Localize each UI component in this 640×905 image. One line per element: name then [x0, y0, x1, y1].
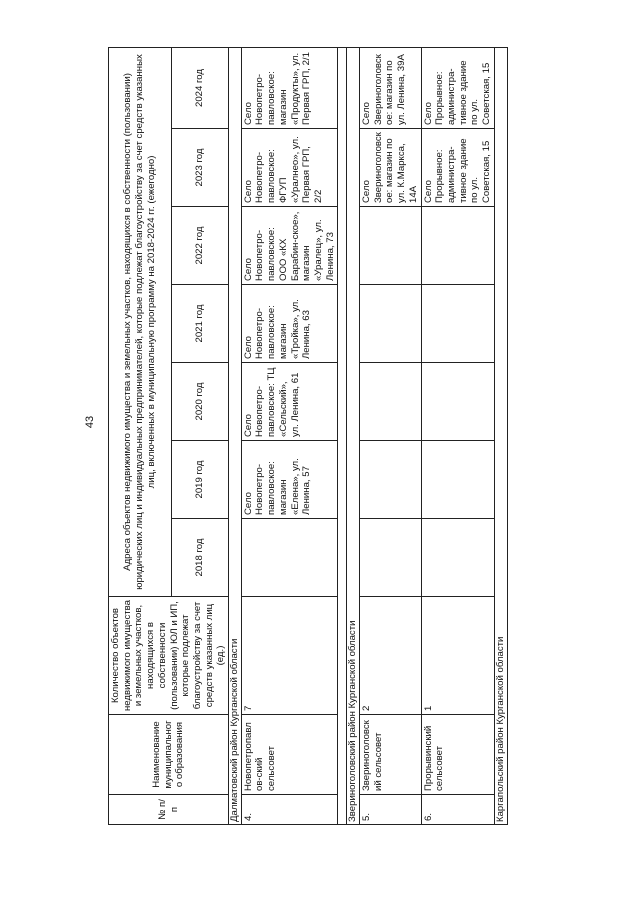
cell-num: 4.	[241, 795, 338, 825]
cell-year: Село Новопетро-павловское: ФГУП «Уралнео», ул. Первая ГРП, 2/2	[241, 129, 338, 207]
cell-year: Село Новопетро-павловское: магазин «Елена», ул. Ленина, 57	[241, 441, 338, 519]
cell-count: 2	[360, 597, 422, 715]
table-row	[241, 47, 338, 824]
cell-count: 1	[421, 597, 494, 715]
cell-year: Село Новопетро-павловское: ТЦ «Сельский», ул. Ленина, 61	[241, 363, 338, 441]
cell-name: Новопетропавлов-ский сельсовет	[241, 715, 338, 795]
region-title: Далматовский район Курганской области	[229, 47, 242, 824]
table-row	[421, 47, 494, 824]
region-row	[347, 47, 360, 824]
header-year: 2022 год	[172, 207, 229, 285]
header-year: 2024 год	[172, 47, 229, 128]
cell-name: Прорывинский сельсовет	[421, 715, 494, 795]
header-count: Количество объектов недвижимого имущества и земельных участков, находящихся в собственности (пользовании) ЮЛ и ИП, которые подлежат благоустройству за счет средств указанных лиц (ед.)	[109, 597, 229, 715]
table-row	[360, 47, 422, 824]
cell-year: Село Звериноголовское: магазин по ул. Ленина, 39А	[360, 47, 422, 128]
cell-year	[360, 519, 422, 597]
header-row-1	[109, 47, 172, 824]
cell-year	[360, 441, 422, 519]
cell-name: Звериноголовский сельсовет	[360, 715, 422, 795]
cell-year	[241, 519, 338, 597]
cell-year: Село Прорывное: администра-тивное здание по ул. Советская, 15	[421, 129, 494, 207]
cell-year	[421, 285, 494, 363]
header-year: 2020 год	[172, 363, 229, 441]
region-row	[229, 47, 242, 824]
objects-table	[108, 47, 508, 825]
header-year: 2021 год	[172, 285, 229, 363]
header-year: 2018 год	[172, 519, 229, 597]
header-year: 2023 год	[172, 129, 229, 207]
cell-year	[421, 519, 494, 597]
cell-count: 7	[241, 597, 338, 715]
header-year: 2019 год	[172, 441, 229, 519]
region-title: Каргапольский район Курганской области	[494, 47, 507, 824]
cell-num: 5.	[360, 795, 422, 825]
spacer-cell	[338, 47, 347, 824]
cell-num: 6.	[421, 795, 494, 825]
region-title: Звериноголовский район Курганской области	[347, 47, 360, 824]
cell-year	[421, 207, 494, 285]
cell-year	[360, 363, 422, 441]
cell-year	[360, 285, 422, 363]
header-addresses: Адреса объектов недвижимого имущества и земельных участков, находящихся в собственности (пользовании) юридических лиц и индивидуальных предпринимателей, которые подлежат благоустройству за счет средств указанных лиц, включенных в муниципальную программу на 2018-2024 гг. (ежегодно)	[109, 47, 172, 596]
cell-year: Село Новопетро-павловское: ООО «КХ Барабин-ское», магазин «Уралец», ул. Ленина, 73	[241, 207, 338, 285]
rotated-table-frame	[108, 48, 614, 825]
cell-year: Село Звериноголовское: магазин по ул. К.Маркса, 14А	[360, 129, 422, 207]
page-number: 43	[84, 415, 97, 429]
cell-year: Село Прорывное: администра-тивное здание по ул. Советская, 15	[421, 47, 494, 128]
region-row	[494, 47, 507, 824]
header-name: Наименование муниципального образования	[109, 715, 229, 795]
cell-year	[421, 441, 494, 519]
cell-year	[360, 207, 422, 285]
cell-year: Село Новопетро-павловское: магазин «Продукты», ул. Первая ГРП, 2/1	[241, 47, 338, 128]
spacer-row	[338, 47, 347, 824]
header-num: № п/п	[109, 795, 229, 825]
cell-year	[421, 363, 494, 441]
cell-year: Село Новопетро-павловское: магазин «Тройка», ул. Ленина, 63	[241, 285, 338, 363]
